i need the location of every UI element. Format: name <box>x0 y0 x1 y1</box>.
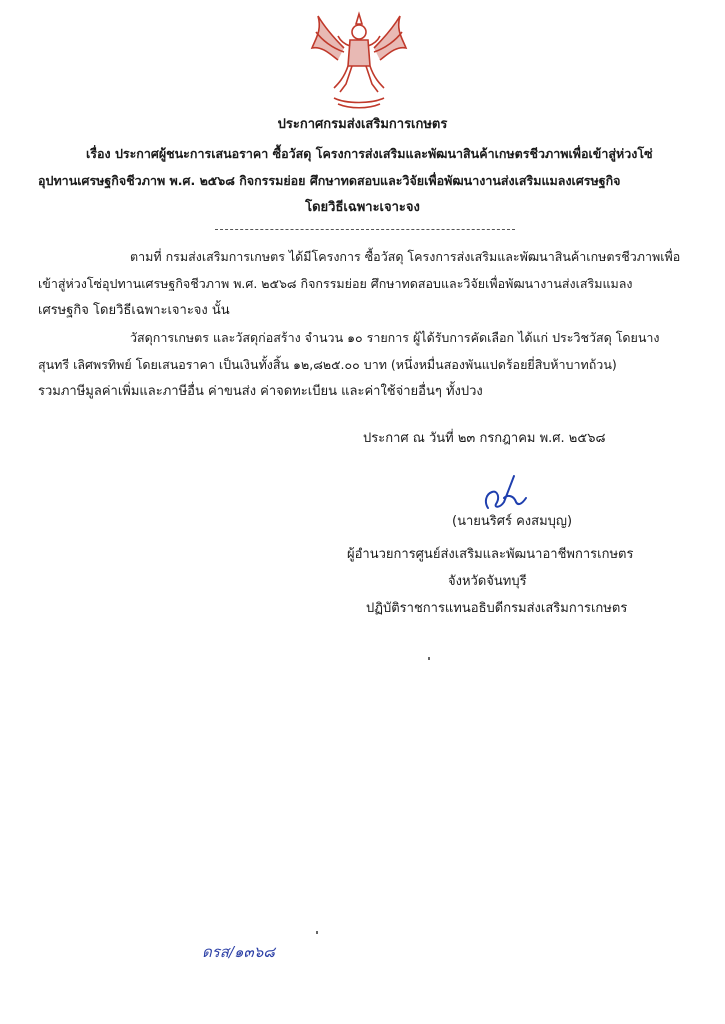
subject-line-3: โดยวิธีเฉพาะเจาะจง <box>305 200 420 215</box>
header-divider <box>215 229 515 230</box>
scan-speck <box>428 657 430 660</box>
handwritten-note: ดรส/๑๓๖๘ <box>202 943 275 961</box>
signatory-position-3: ปฏิบัติราชการแทนอธิบดีกรมส่งเสริมการเกษตร <box>366 601 628 616</box>
paragraph-2-line-2: สุนทรี เลิศพรทิพย์ โดยเสนอราคา เป็นเงินทั้งสิ้น ๑๒,๘๒๕.๐๐ บาท (หนึ่งหมื่นสองพันแปดร้อยยี่สิบห้าบาทถ้วน) <box>38 357 617 372</box>
paragraph-1-line-3: เศรษฐกิจ โดยวิธีเฉพาะเจาะจง นั้น <box>38 303 230 318</box>
signatory-name: (นายนริศร์ คงสมบุญ) <box>452 514 573 529</box>
announcement-date: ประกาศ ณ วันที่ ๒๓ กรกฎาคม พ.ศ. ๒๕๖๘ <box>363 431 606 446</box>
subject-line-2: อุปทานเศรษฐกิจชีวภาพ พ.ศ. ๒๕๖๘ กิจกรรมย่อย ศึกษาทดสอบและวิจัยเพื่อพัฒนางานส่งเสริมแมลงเศรษฐกิจ <box>38 173 621 188</box>
agency-title: ประกาศกรมส่งเสริมการเกษตร <box>277 117 448 132</box>
signature-icon <box>470 468 540 514</box>
paragraph-1-line-2: เข้าสู่ห่วงโซ่อุปทานเศรษฐกิจชีวภาพ พ.ศ. ๒๕๖๘ กิจกรรมย่อย ศึกษาทดสอบและวิจัยเพื่อพัฒนางานส่งเสริมแมลง <box>38 276 633 291</box>
subject-line-1: เรื่อง ประกาศผู้ชนะการเสนอราคา ซื้อวัสดุ โครงการส่งเสริมและพัฒนาสินค้าเกษตรชีวภาพเพื่อเข้าสู่ห่วงโซ่ <box>86 146 653 161</box>
scan-speck <box>316 931 318 934</box>
paragraph-2-line-3: รวมภาษีมูลค่าเพิ่มและภาษีอื่น ค่าขนส่ง ค่าจดทะเบียน และค่าใช้จ่ายอื่นๆ ทั้งปวง <box>38 384 483 399</box>
signatory-position-1: ผู้อำนวยการศูนย์ส่งเสริมและพัฒนาอาชีพการเกษตร <box>347 547 634 562</box>
paragraph-1-line-1: ตามที่ กรมส่งเสริมการเกษตร ได้มีโครงการ ซื้อวัสดุ โครงการส่งเสริมและพัฒนาสินค้าเกษตรชีวภาพเพื่อ <box>130 249 681 264</box>
garuda-emblem-icon <box>304 8 414 112</box>
signatory-position-2: จังหวัดจันทบุรี <box>448 574 527 589</box>
paragraph-2-line-1: วัสดุการเกษตร และวัสดุก่อสร้าง จำนวน ๑๐ รายการ ผู้ได้รับการคัดเลือก ได้แก่ ประวิชวัสดุ โดยนาง <box>130 330 660 345</box>
